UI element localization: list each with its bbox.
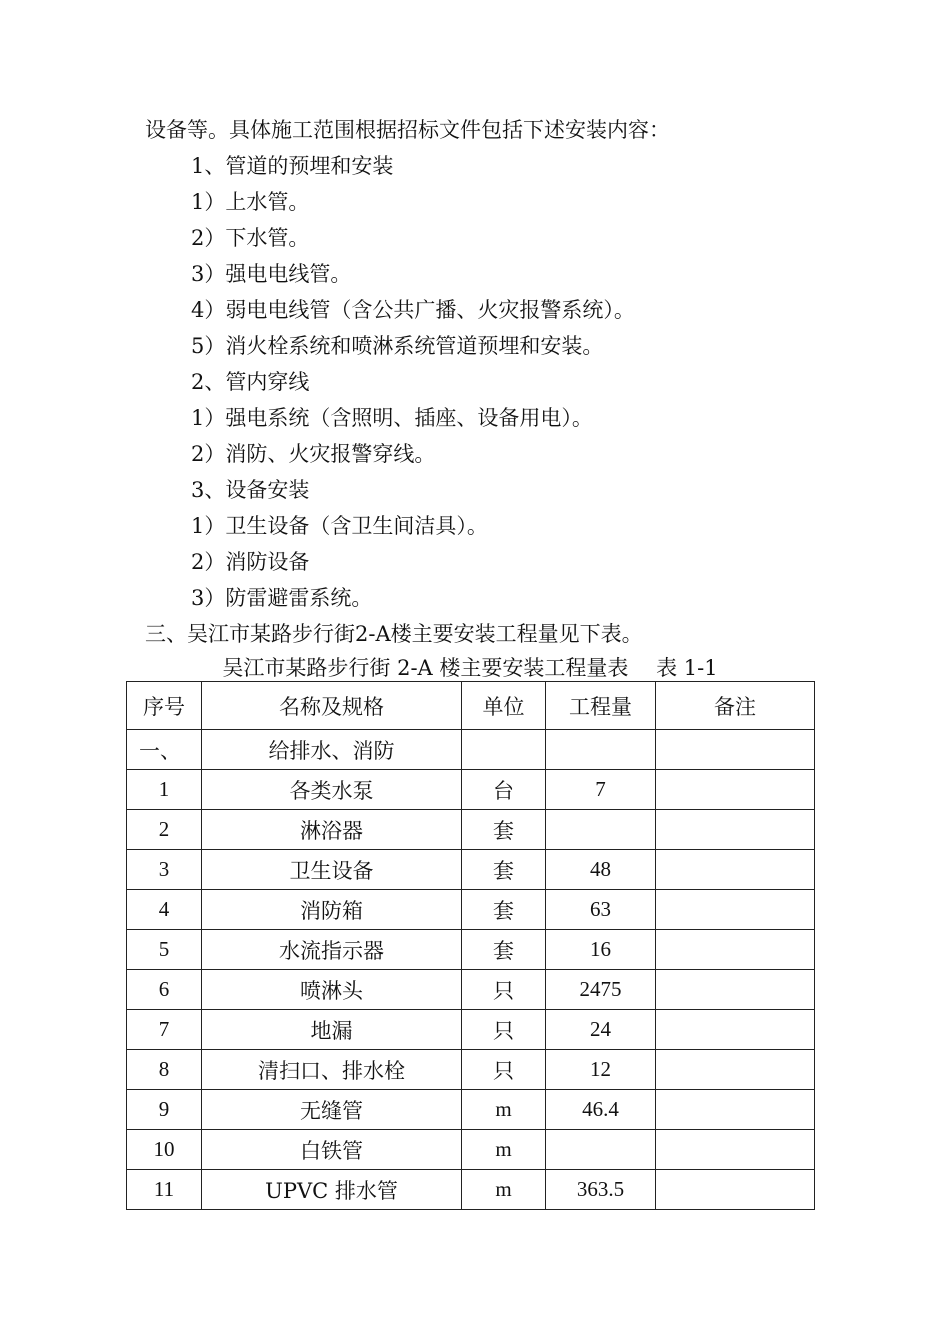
- row-unit-cell: 套: [462, 810, 546, 850]
- row-index-cell: 2: [127, 810, 202, 850]
- row-name-cell: 清扫口、排水栓: [202, 1050, 462, 1090]
- row-quantity-cell: 12: [546, 1050, 656, 1090]
- item-lightning-protection: 3）防雷避雷系统。: [191, 586, 373, 610]
- row-name-cell: 卫生设备: [202, 850, 462, 890]
- row-note-cell: [656, 850, 815, 890]
- header-index: 序号: [127, 682, 202, 730]
- row-quantity-cell: 2475: [546, 970, 656, 1010]
- row-index-cell: 6: [127, 970, 202, 1010]
- table-row: [127, 810, 815, 850]
- row-index-cell: 8: [127, 1050, 202, 1090]
- row-unit-cell: 套: [462, 930, 546, 970]
- row-note-cell: [656, 1010, 815, 1050]
- row-quantity-cell: 63: [546, 890, 656, 930]
- row-name-cell: 消防箱: [202, 890, 462, 930]
- header-unit: 单位: [462, 682, 546, 730]
- heading-wiring: 2、管内穿线: [191, 370, 310, 394]
- item-fire-alarm-wiring: 2）消防、火灾报警穿线。: [191, 442, 436, 466]
- row-index-cell: 7: [127, 1010, 202, 1050]
- item-drain-pipe: 2）下水管。: [191, 226, 310, 250]
- row-note-cell: [656, 970, 815, 1010]
- row-unit-cell: 只: [462, 1010, 546, 1050]
- table-row: [127, 1170, 815, 1210]
- row-note-cell: [656, 930, 815, 970]
- heading-equipment-install: 3、设备安装: [191, 478, 310, 502]
- row-name-cell: UPVC 排水管: [202, 1170, 462, 1210]
- header-name: 名称及规格: [202, 682, 462, 730]
- row-unit-cell: 只: [462, 1050, 546, 1090]
- row-index-cell: 1: [127, 770, 202, 810]
- header-quantity: 工程量: [546, 682, 656, 730]
- row-unit-cell: 套: [462, 890, 546, 930]
- item-sanitary-equipment: 1）卫生设备（含卫生间洁具）。: [191, 514, 488, 538]
- table-row: [127, 930, 815, 970]
- row-unit-cell: m: [462, 1130, 546, 1170]
- paragraph-table-intro: 三、吴江市某路步行街2-A楼主要安装工程量见下表。: [145, 622, 643, 646]
- row-note-cell: [656, 810, 815, 850]
- row-note-cell: [656, 890, 815, 930]
- row-quantity-cell: 24: [546, 1010, 656, 1050]
- item-power-system: 1）强电系统（含照明、插座、设备用电）。: [191, 406, 593, 430]
- row-name-cell: 无缝管: [202, 1090, 462, 1130]
- row-unit-cell: 只: [462, 970, 546, 1010]
- row-index-cell: 9: [127, 1090, 202, 1130]
- row-quantity-cell: 46.4: [546, 1090, 656, 1130]
- row-index-cell: 3: [127, 850, 202, 890]
- row-quantity-cell: 48: [546, 850, 656, 890]
- row-quantity-cell: 16: [546, 930, 656, 970]
- row-name-cell: 地漏: [202, 1010, 462, 1050]
- table-row: [127, 890, 815, 930]
- table-row: [127, 1010, 815, 1050]
- item-power-conduit: 3）强电电线管。: [191, 262, 352, 286]
- item-water-supply: 1）上水管。: [191, 190, 310, 214]
- section-index: 一、: [127, 730, 202, 770]
- table-body: [127, 770, 815, 1210]
- heading-pipe-install: 1、管道的预埋和安装: [191, 154, 394, 178]
- row-quantity-cell: 363.5: [546, 1170, 656, 1210]
- row-index-cell: 11: [127, 1170, 202, 1210]
- row-name-cell: 水流指示器: [202, 930, 462, 970]
- table-row: [127, 1050, 815, 1090]
- row-unit-cell: 台: [462, 770, 546, 810]
- row-index-cell: 4: [127, 890, 202, 930]
- table-row: [127, 1090, 815, 1130]
- item-low-voltage-conduit: 4）弱电电线管（含公共广播、火灾报警系统）。: [191, 298, 635, 322]
- row-unit-cell: m: [462, 1170, 546, 1210]
- row-note-cell: [656, 1170, 815, 1210]
- table-caption: 吴江市某路步行街 2-A 楼主要安装工程量表 表 1-1: [222, 656, 718, 680]
- table-row: [127, 970, 815, 1010]
- table-row: [127, 1130, 815, 1170]
- row-unit-cell: m: [462, 1090, 546, 1130]
- table-row: [127, 850, 815, 890]
- table-row: [127, 770, 815, 810]
- row-quantity-cell: [546, 810, 656, 850]
- table-section-row: [127, 730, 815, 770]
- table-header-row: [127, 682, 815, 730]
- section-unit: [462, 730, 546, 770]
- row-quantity-cell: [546, 1130, 656, 1170]
- quantity-table: [126, 681, 815, 1210]
- paragraph-intro: 设备等。具体施工范围根据招标文件包括下述安装内容：: [145, 118, 670, 142]
- row-quantity-cell: 7: [546, 770, 656, 810]
- row-note-cell: [656, 1090, 815, 1130]
- row-note-cell: [656, 1130, 815, 1170]
- row-name-cell: 白铁管: [202, 1130, 462, 1170]
- section-quantity: [546, 730, 656, 770]
- row-name-cell: 各类水泵: [202, 770, 462, 810]
- row-note-cell: [656, 770, 815, 810]
- section-note: [656, 730, 815, 770]
- row-unit-cell: 套: [462, 850, 546, 890]
- section-name: 给排水、消防: [202, 730, 462, 770]
- row-note-cell: [656, 1050, 815, 1090]
- item-fire-hydrant-sprinkler: 5）消火栓系统和喷淋系统管道预埋和安装。: [191, 334, 604, 358]
- row-name-cell: 淋浴器: [202, 810, 462, 850]
- item-fire-equipment: 2）消防设备: [191, 550, 310, 574]
- row-name-cell: 喷淋头: [202, 970, 462, 1010]
- row-index-cell: 5: [127, 930, 202, 970]
- header-note: 备注: [656, 682, 815, 730]
- row-index-cell: 10: [127, 1130, 202, 1170]
